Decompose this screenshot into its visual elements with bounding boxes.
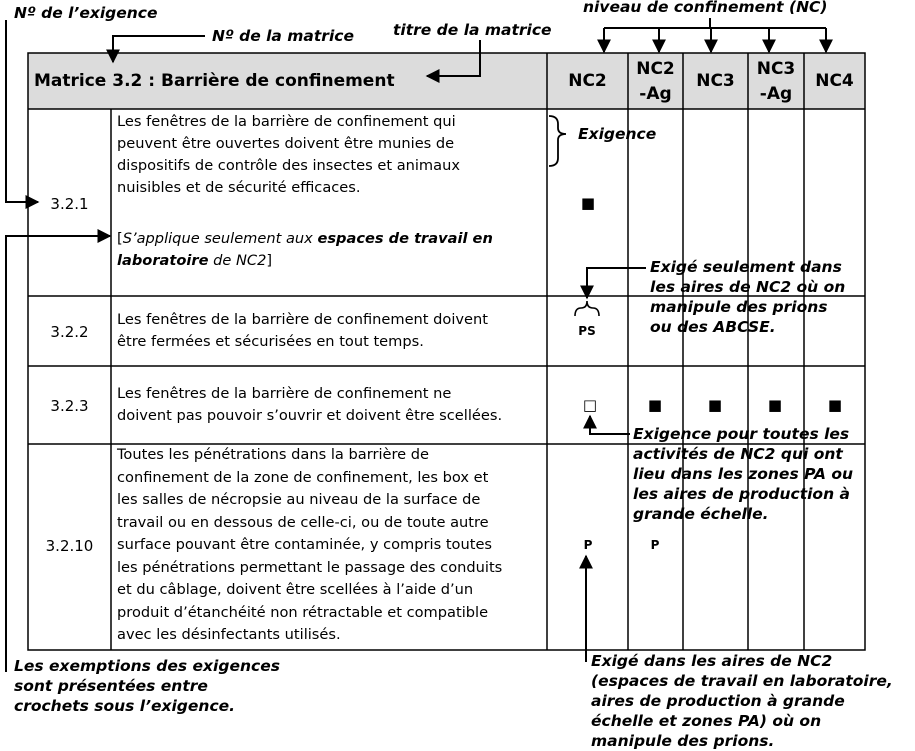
exigence-brace [549,116,566,166]
requirement-text: Les fenêtres de la barrière de confinement ne doivent pas pouvoir s’ouvrir et doivent être scellées. [117,385,503,424]
annotation-titre-matrice: titre de la matrice [393,21,552,39]
mark-p: P [650,538,660,552]
annotation-niveau-confinement: niveau de confinement (NC) [583,0,828,16]
requirement-text: Les fenêtres de la barrière de confinement doivent être fermées et sécurisées en tout temps. [117,311,488,350]
annotation-num-exigence: Nº de l’exigence [14,4,158,22]
mark-p: P [583,538,593,552]
mark-required: ■ [580,194,596,212]
matrix-title: Matrice 3.2 : Barrière de confinement [34,71,395,91]
requirement-text: Toutes les pénétrations dans la barrière de confinement de la zone de confinement, les box et les salles de nécropsie au niveau de la surface de travail ou en dessous de celle-ci, ou de toute autre surface pouvant être contaminée, y compris toutes les pénétrations permettant le passage des conduits et du câblage, doivent être scellées à l’aide d’un produit d’étanchéité non rétractable et compatible avec les désinfectants utilisés. [117,446,503,643]
mark-required: ■ [707,396,723,414]
requirement-number: 3.2.2 [50,323,89,341]
ps-brace [575,301,599,316]
mark-pa-activities: □ [582,396,598,414]
requirement-number: 3.2.3 [50,397,89,415]
mark-required: ■ [767,396,783,414]
requirement-number: 3.2.1 [50,195,89,213]
annotation-exigence: Exigence [578,125,657,143]
mark-required: ■ [827,396,843,414]
annotation-num-matrice: Nº de la matrice [212,27,354,45]
requirement-text: Les fenêtres de la barrière de confinement qui peuvent être ouvertes doivent être munies de dispositifs de contrôle des insectes et animaux nuisibles et de sécurité efficaces. [117,113,460,196]
mark-required: ■ [647,396,663,414]
requirement-number: 3.2.10 [45,537,94,555]
requirement-exemption: [S’applique seulement aux espaces de travail en laboratoire de NC2] [117,230,493,269]
mark-ps: PS [578,324,596,338]
